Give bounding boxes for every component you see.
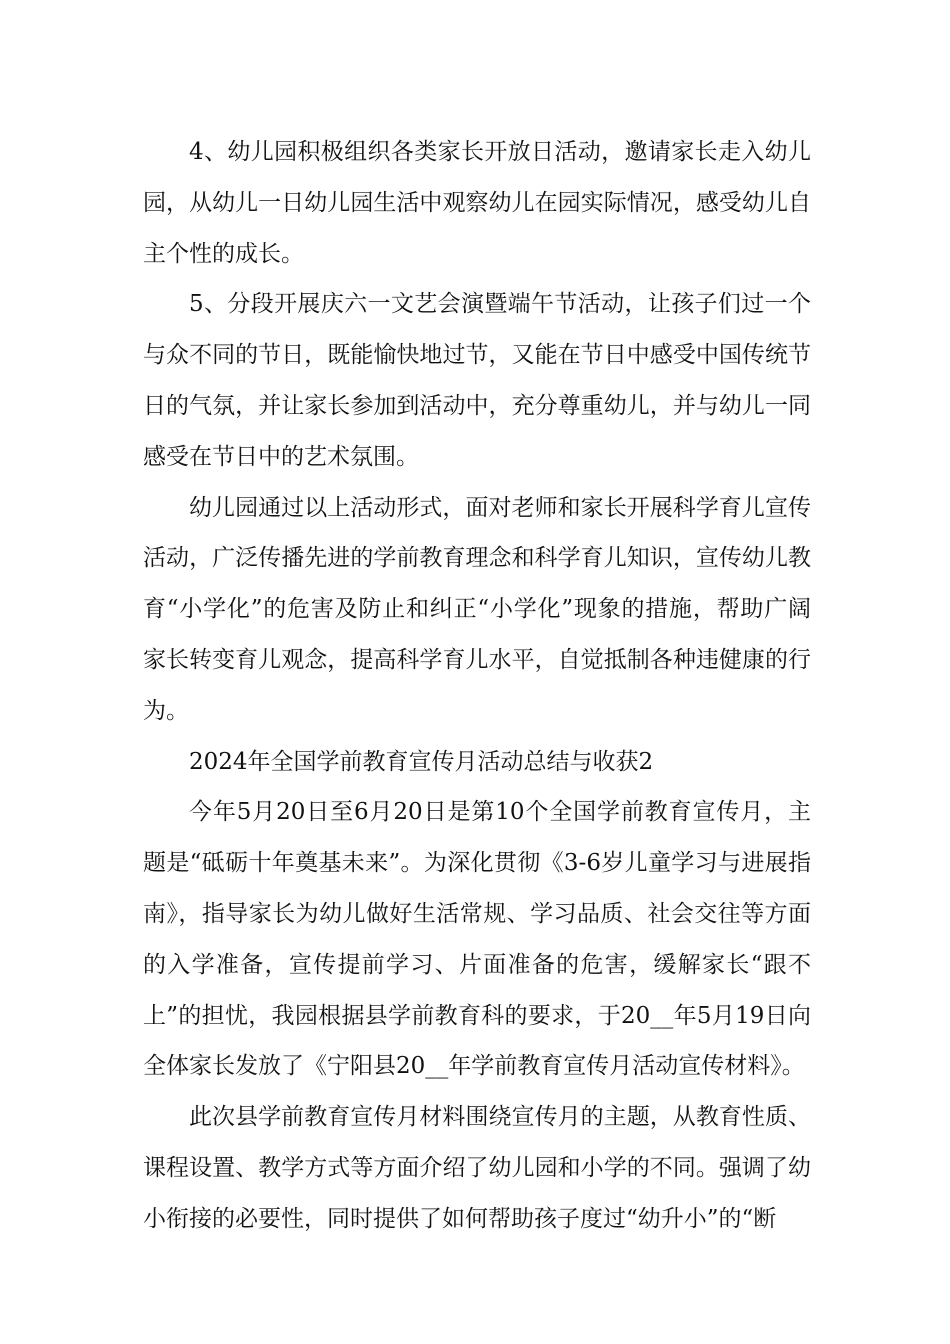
document-body — [143, 127, 811, 1245]
paragraph-childrens-day: 5、分段开展庆六一文艺会演暨端午节活动，让孩子们过一个与众不同的节日，既能愉快地过节，又能在节日中感受中国传统节日的气氛，并让家长参加到活动中，充分尊重幼儿，并与幼儿一同感受在节日中的艺术氛围。 — [143, 291, 811, 470]
paragraph-open-day: 4、幼儿园积极组织各类家长开放日活动，邀请家长走入幼儿园，从幼儿一日幼儿园生活中观察幼儿在园实际情况，感受幼儿自主个性的成长。 — [143, 139, 811, 267]
paragraph-publicity-month: 今年5月20日至6月20日是第10个全国学前教育宣传月，主题是“砥砺十年奠基未来”。为深化贯彻《3-6岁儿童学习与进展指南》，指导家长为幼儿做好生活常规、学习品质、社会交往等方面的入学准备，宣传提前学习、片面准备的危害，缓解家长“跟不上”的担忧，我园根据县学前教育科的要求，于20__年5月19日向全体家长发放了《宁阳县20__年学前教育宣传月活动宣传材料》。 — [143, 799, 811, 1080]
section-heading: 2024年全国学前教育宣传月活动总结与收获2 — [189, 748, 654, 775]
paragraph-materials: 此次县学前教育宣传月材料围绕宣传月的主题，从教育性质、课程设置、教学方式等方面介绍了幼儿园和小学的不同。强调了幼小衔接的必要性，同时提供了如何帮助孩子度过“幼升小”的“断 — [143, 1104, 811, 1232]
paragraph-summary: 幼儿园通过以上活动形式，面对老师和家长开展科学育儿宣传活动，广泛传播先进的学前教育理念和科学育儿知识，宣传幼儿教育“小学化”的危害及防止和纠正“小学化”现象的措施，帮助广阔家长转变育儿观念，提高科学育儿水平，自觉抵制各种违健康的行为。 — [143, 494, 811, 724]
